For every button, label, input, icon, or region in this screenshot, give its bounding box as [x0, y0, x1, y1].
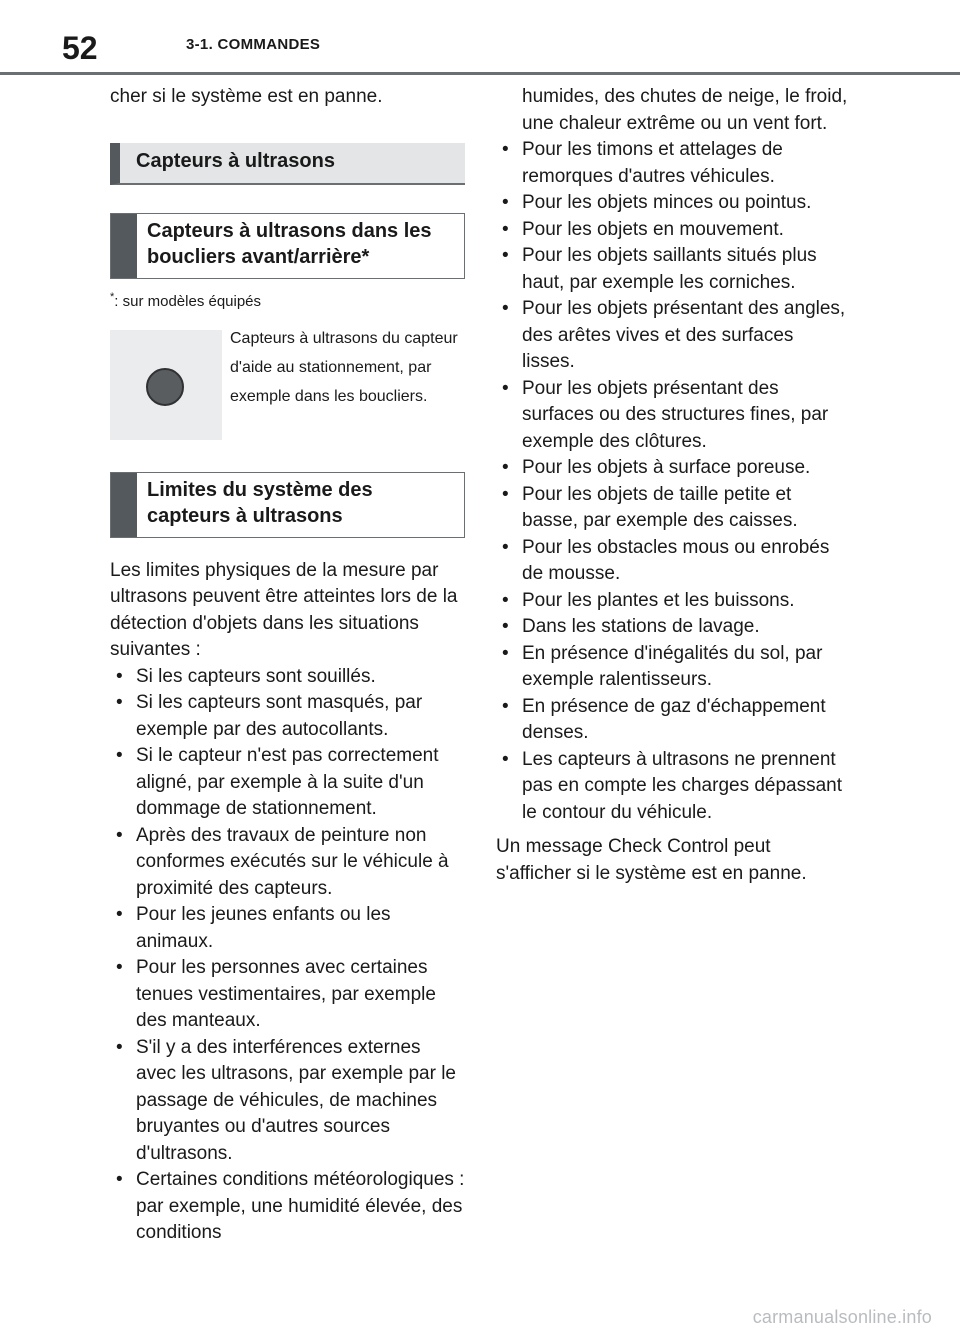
carryover-text: cher si le système est en panne.	[110, 86, 383, 107]
list-item: • Pour les jeunes enfants ou les animaux.	[110, 902, 465, 955]
list-item: • Pour les objets présentant des angles, des arêtes vives et des surfaces lisses.	[496, 296, 848, 376]
list-item: • Dans les stations de lavage.	[496, 614, 848, 641]
figure-caption: Capteurs à ultrasons du capteur d'aide au stationnement, par exemple dans les boucliers.	[230, 329, 458, 405]
subheading-bumper-sensors	[110, 213, 465, 279]
list-item: • Si les capteurs sont masqués, par exemple par des autocollants.	[110, 690, 465, 743]
limits-intro: Les limites physiques de la mesure par ultrasons peuvent être atteintes lors de la détection d'objets dans les situations suivantes :	[110, 559, 458, 660]
ultrasonic-sensor-icon	[146, 368, 184, 406]
left-column	[110, 84, 465, 1247]
list-item: • Si les capteurs sont souillés.	[110, 664, 465, 691]
list-item: • Pour les plantes et les buissons.	[496, 588, 848, 615]
list-item: • Certaines conditions météorologiques : par exemple, une humidité élevée, des conditions	[110, 1167, 465, 1247]
continuation-text: humides, des chutes de neige, le froid, une chaleur extrême ou un vent fort.	[522, 86, 848, 134]
subheading-bar	[111, 214, 137, 278]
list-item: • Après des travaux de peinture non conformes exécutés sur le véhicule à proximité des capteurs.	[110, 823, 465, 903]
list-item: • Pour les objets à surface poreuse.	[496, 455, 848, 482]
list-item: • Pour les personnes avec certaines tenues vestimentaires, par exemple des manteaux.	[110, 955, 465, 1035]
right-column	[496, 84, 848, 887]
page-header	[0, 0, 960, 76]
subheading-bar	[111, 473, 137, 537]
limits-list-right	[496, 137, 848, 826]
footnote	[110, 287, 465, 312]
list-item: • Pour les timons et attelages de remorques d'autres véhicules.	[496, 137, 848, 190]
list-item: • Pour les obstacles mous ou enrobés de mousse.	[496, 535, 848, 588]
list-item: • Pour les objets en mouvement.	[496, 217, 848, 244]
list-item: • Pour les objets de taille petite et basse, par exemple des caisses.	[496, 482, 848, 535]
section-title: 3-1. COMMANDES	[186, 36, 321, 53]
subheading-limits	[110, 472, 465, 538]
list-item: • Pour les objets présentant des surfaces ou des structures fines, par exemple des clôtures.	[496, 376, 848, 456]
subheading-bumper-sensors-text: Capteurs à ultrasons dans les boucliers avant/arrière*	[147, 219, 432, 268]
list-item: • Les capteurs à ultrasons ne prennent pas en compte les charges dépassant le contour du véhicule.	[496, 747, 848, 827]
limits-list-left	[110, 664, 465, 1247]
footnote-mark: *	[110, 290, 115, 303]
heading-ultrasonic-sensors: Capteurs à ultrasons	[110, 143, 465, 185]
sensor-image	[110, 330, 222, 440]
watermark: carmanualsonline.info	[752, 1307, 932, 1327]
list-item: • En présence de gaz d'échappement denses.	[496, 694, 848, 747]
list-item: • S'il y a des interférences externes avec les ultrasons, par exemple par le passage de véhicules, de machines bruyantes ou d'autres sources d'ultrasons.	[110, 1035, 465, 1168]
list-item: • Pour les objets saillants situés plus haut, par exemple les corniches.	[496, 243, 848, 296]
page-number: 52	[62, 30, 98, 66]
subheading-limits-text: Limites du système des capteurs à ultrasons	[147, 478, 373, 527]
header-divider	[0, 72, 960, 75]
list-item: • Si le capteur n'est pas correctement aligné, par exemple à la suite d'un dommage de stationnement.	[110, 743, 465, 823]
list-item: • En présence d'inégalités du sol, par exemple ralentisseurs.	[496, 641, 848, 694]
sensor-figure	[110, 330, 465, 440]
footnote-text: : sur modèles équipés	[114, 292, 262, 310]
closing-text: Un message Check Control peut s'afficher si le système est en panne.	[496, 836, 807, 884]
list-item: • Pour les objets minces ou pointus.	[496, 190, 848, 217]
